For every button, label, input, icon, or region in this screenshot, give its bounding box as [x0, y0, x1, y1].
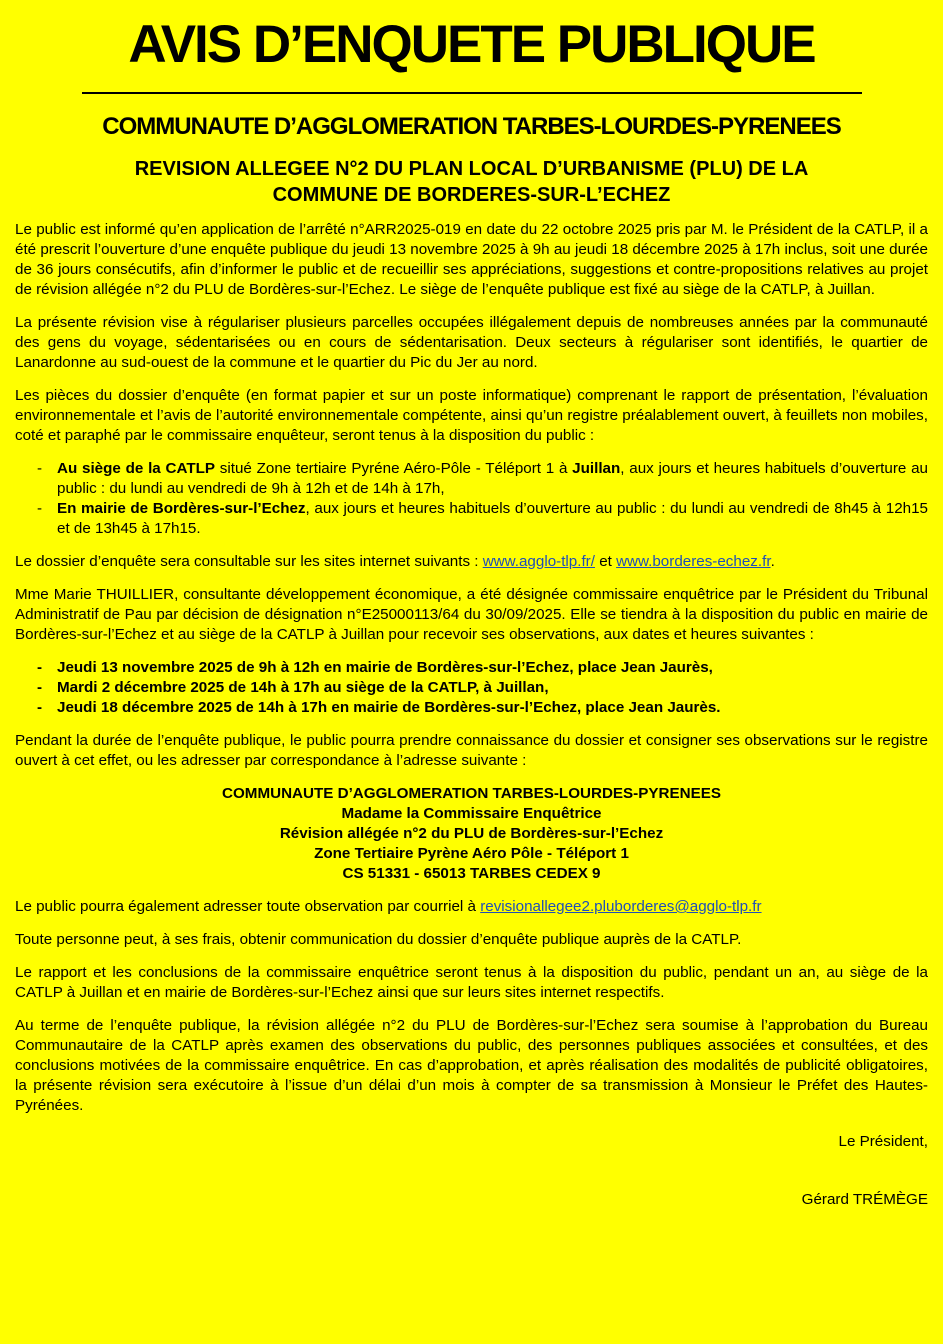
location-hours: , aux jours et heures habituels d’ouverture au public : du lundi au vendredi de 9h à 12h et de 14h à 17h,	[57, 460, 929, 497]
title-underline	[82, 92, 862, 94]
websites-between: et	[594, 553, 617, 570]
address-line: COMMUNAUTE D’AGGLOMERATION TARBES-LOURDES-PYRENEES	[222, 785, 721, 802]
paragraph-conclusion: Au terme de l’enquête publique, la révision allégée n°2 du PLU de Bordères-sur-l’Echez sera soumise à l’approbation du Bureau Communautaire de la CATLP après examen des observations du public, des personnes publiques associées et consultées, et des conclusions motivées de la commissaire enquêtrice. En cas d’approbation, et après réalisation des modalités de publicité obligatoires, la présente révision sera exécutoire à l’issue d’un délai d’un mois à compter de sa transmission à Monsieur le Préfet des Hautes-Pyrénées.	[15, 1017, 928, 1114]
permanence-text: Jeudi 13 novembre 2025 de 9h à 12h en mairie de Bordères-sur-l’Echez, place Jean Jaurès,	[57, 659, 713, 676]
paragraph-email	[15, 897, 928, 917]
address-line: Zone Tertiaire Pyrène Aéro Pôle - Téléport 1	[314, 845, 629, 862]
link-agglo-website[interactable]: www.agglo-tlp.fr/	[482, 553, 595, 570]
list-item-location-mairie	[15, 499, 928, 539]
notice-subtitle	[15, 156, 928, 208]
location-text: , aux jours et heures habituels d’ouverture au public : du lundi au vendredi de 8h45 à 12h15 et de 13h45 à 17h15.	[57, 500, 928, 537]
websites-suffix: .	[770, 553, 775, 570]
address-line: Révision allégée n°2 du PLU de Bordères-sur-l’Echez	[279, 825, 664, 842]
signature-role: Le Président,	[838, 1133, 928, 1150]
paragraph-intro: Le public est informé qu’en application de l’arrêté n°ARR2025-019 en date du 22 octobre 2025 pris par M. le Président de la CATLP, il a été prescrit l’ouverture d’une enquête publique du jeudi 13 novembre 2025 à 9h au jeudi 18 décembre 2025 à 17h inclus, soit une durée de 36 jours consécutifs, afin d’informer le public et de recueillir ses appréciations, suggestions et contre-propositions relatives au projet de révision allégée n°2 du PLU de Bordères-sur-l’Echez. Le siège de l’enquête publique est fixé au siège de la CATLP, à Juillan.	[15, 221, 928, 298]
paragraph-documents: Les pièces du dossier d’enquête (en format papier et sur un poste informatique) comprenant le rapport de présentation, l’évaluation environnementale et l’avis de l’autorité environnementale compétente, ainsi qu’un registre préalablement ouvert, à feuillets non mobiles, coté et paraphé par le commissaire enquêteur, seront tenus à la disposition du public :	[15, 387, 928, 444]
link-borderes-website[interactable]: www.borderes-echez.fr	[616, 553, 771, 570]
postal-address-block	[15, 784, 928, 884]
paragraph-report: Le rapport et les conclusions de la commissaire enquêtrice seront tenus à la disposition du public, pendant un an, au siège de la CATLP à Juillan et en mairie de Bordères-sur-l’Echez ainsi que sur leurs sites internet respectifs.	[15, 964, 928, 1001]
subtitle-line-1: REVISION ALLEGEE N°2 DU PLAN LOCAL D’URBANISME (PLU) DE LA	[134, 158, 809, 180]
list-dash: -	[37, 500, 43, 517]
list-dash: -	[37, 460, 43, 477]
email-prefix: Le public pourra également adresser toute observation par courriel à	[15, 898, 481, 915]
link-email-address[interactable]: revisionallegee2.pluborderes@agglo-tlp.fr	[480, 898, 762, 915]
paragraph-correspondence: Pendant la durée de l’enquête publique, le public pourra prendre connaissance du dossier et consigner ses observations sur le registre ouvert à cet effet, ou les adresser par correspondance à l’adresse suivante :	[15, 732, 928, 769]
location-name: Au siège de la CATLP	[57, 460, 216, 477]
paragraph-purpose: La présente révision vise à régulariser plusieurs parcelles occupées illégalement depuis de nombreuses années par la communauté des gens du voyage, sédentarisées ou en cours de sédentarisation. Deux secteurs à régulariser sont identifiés, le quartier de Lanardonne au sud-ouest de la commune et le quartier du Pic du Jer au nord.	[15, 314, 928, 371]
permanence-text: Jeudi 18 décembre 2025 de 14h à 17h en mairie de Bordères-sur-l’Echez, place Jean Jaurès.	[57, 699, 721, 716]
paragraph-commissioner: Mme Marie THUILLIER, consultante développement économique, a été désignée commissaire enquêtrice par le Président du Tribunal Administratif de Pau par décision de désignation n°E25000113/64 du 30/09/2025. Elle se tiendra à la disposition du public en mairie de Bordères-sur-l’Echez et au siège de la CATLP à Juillan pour recevoir ses observations, aux dates et heures suivantes :	[15, 586, 928, 643]
notice-title: AVIS D’ENQUETE PUBLIQUE	[128, 15, 815, 74]
list-item-location-catlp	[15, 459, 928, 499]
list-dash: -	[37, 699, 43, 716]
location-town: Juillan	[572, 460, 621, 477]
organisation-heading: COMMUNAUTE D’AGGLOMERATION TARBES-LOURDES-PYRENEES	[102, 113, 841, 140]
permanence-text: Mardi 2 décembre 2025 de 14h à 17h au siège de la CATLP, à Juillan,	[57, 679, 549, 696]
list-item-permanence	[15, 678, 928, 698]
list-item-permanence	[15, 698, 928, 718]
list-item-permanence	[15, 658, 928, 678]
locations-list	[15, 459, 928, 539]
notice-body	[15, 220, 928, 1210]
address-line: Madame la Commissaire Enquêtrice	[341, 805, 602, 822]
signature-name: Gérard TRÉMÈGE	[801, 1191, 928, 1208]
permanences-list	[15, 658, 928, 718]
paragraph-websites	[15, 552, 928, 572]
list-dash: -	[37, 679, 43, 696]
address-line: CS 51331 - 65013 TARBES CEDEX 9	[342, 865, 601, 882]
location-text: situé Zone tertiaire Pyréne Aéro-Pôle - Téléport 1 à	[215, 460, 573, 477]
location-name: En mairie de Bordères-sur-l’Echez	[57, 500, 306, 517]
list-dash: -	[37, 659, 43, 676]
websites-prefix: Le dossier d’enquête sera consultable sur les sites internet suivants :	[15, 553, 483, 570]
subtitle-line-2: COMMUNE DE BORDERES-SUR-L’ECHEZ	[272, 184, 671, 206]
paragraph-copy: Toute personne peut, à ses frais, obtenir communication du dossier d’enquête publique auprès de la CATLP.	[15, 931, 742, 948]
